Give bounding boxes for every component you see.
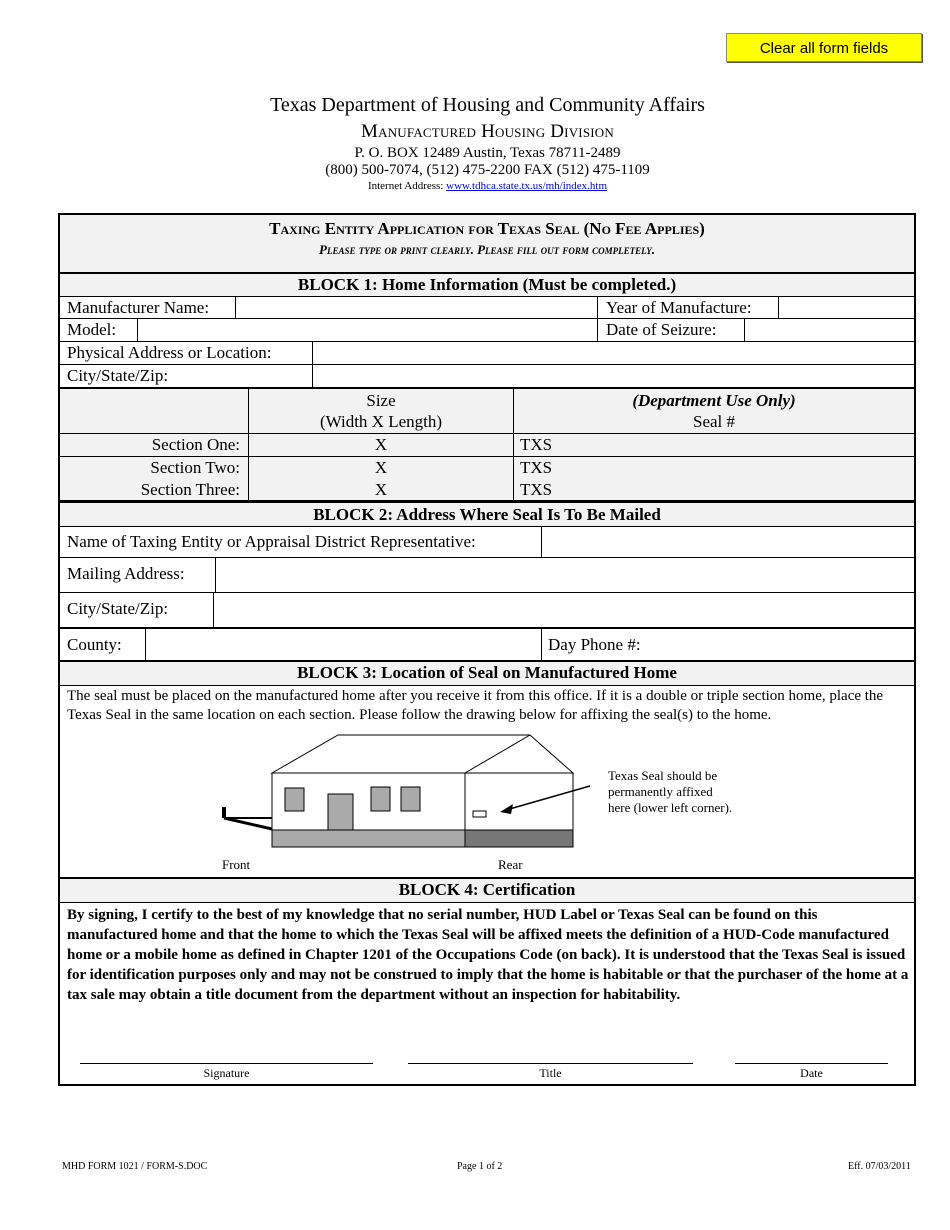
- rear-skirt: [465, 830, 573, 847]
- date-caption: Date: [800, 1066, 823, 1080]
- county-label: County:: [67, 635, 122, 654]
- divider: [597, 319, 598, 341]
- city-row: [60, 365, 914, 389]
- section-label: Section Two:: [150, 457, 240, 477]
- divider: [541, 629, 542, 660]
- county-row: [60, 629, 914, 662]
- form-title-row: [60, 215, 914, 273]
- model-input[interactable]: [138, 319, 596, 341]
- home-body: [272, 773, 573, 830]
- divider: [513, 434, 514, 456]
- mailing-label: Mailing Address:: [67, 564, 185, 583]
- block1-heading: BLOCK 1: Home Information (Must be completed.): [297, 275, 677, 294]
- mail-city-label: City/State/Zip:: [67, 599, 169, 618]
- internet-link[interactable]: www.tdhca.state.tx.us/mh/index.htm: [446, 180, 608, 192]
- window: [285, 788, 304, 811]
- form-id: MHD FORM 1021 / FORM-S.DOC: [62, 1161, 208, 1172]
- page-number: Page 1 of 2: [457, 1161, 503, 1172]
- hitch-tongue: [224, 818, 272, 829]
- address-input[interactable]: [313, 342, 913, 364]
- signature-caption: Signature: [203, 1066, 250, 1080]
- address-label: Physical Address or Location:: [67, 343, 272, 362]
- size-x-input[interactable]: X: [374, 435, 388, 454]
- model-row: [60, 319, 914, 342]
- representative-label: Name of Taxing Entity or Appraisal District Representative:: [67, 532, 476, 551]
- manufacturer-input[interactable]: [236, 297, 596, 318]
- seal-location-section: [60, 686, 914, 879]
- window: [401, 787, 420, 811]
- phone-label: Day Phone #:: [548, 635, 641, 654]
- internet-label: Internet Address:: [367, 180, 444, 192]
- sections-header-row: [60, 389, 914, 434]
- window: [371, 787, 390, 811]
- divider: [513, 457, 514, 479]
- po-box-address: P. O. BOX 12489 Austin, Texas 78711-2489: [354, 145, 621, 161]
- application-form: [58, 213, 916, 1086]
- block2-heading: BLOCK 2: Address Where Seal Is To Be Mailed: [313, 505, 661, 524]
- front-skirt: [272, 830, 465, 847]
- block4-heading: BLOCK 4: Certification: [398, 880, 576, 899]
- manufacturer-label: Manufacturer Name:: [67, 298, 210, 317]
- dept-use-header: (Department Use Only): [632, 391, 796, 410]
- section-label: Section One:: [151, 435, 240, 454]
- seizure-date-input[interactable]: [745, 319, 914, 341]
- mailing-row: [60, 558, 914, 593]
- signature-line[interactable]: [80, 1063, 373, 1064]
- form-title: Taxing Entity Application for Texas Seal (No Fee Applies): [269, 219, 705, 238]
- divider: [597, 297, 598, 318]
- clear-all-fields-button[interactable]: Clear all form fields: [726, 33, 922, 62]
- title-caption: Title: [539, 1066, 562, 1080]
- seal-number-field[interactable]: TXS: [520, 480, 553, 500]
- year-input[interactable]: [779, 297, 914, 318]
- rear-label: Rear: [498, 857, 523, 872]
- door: [328, 794, 353, 830]
- year-label: Year of Manufacture:: [606, 298, 752, 317]
- section-row: [60, 457, 914, 480]
- internet-address: [0, 180, 950, 192]
- section-label: Section Three:: [140, 480, 240, 500]
- block4-heading-row: [60, 879, 914, 903]
- division-name: Manufactured Housing Division: [361, 121, 614, 142]
- city-label: City/State/Zip:: [67, 366, 169, 385]
- section-row: [60, 434, 914, 457]
- size-subheader: (Width X Length): [319, 412, 443, 431]
- phone-numbers: (800) 500-7074, (512) 475-2200 FAX (512) 475-1109: [325, 162, 650, 178]
- seal-callout: Texas Seal should be permanently affixed here (lower left corner).: [608, 768, 733, 815]
- title-line[interactable]: [408, 1063, 693, 1064]
- section-row: [60, 479, 914, 502]
- date-line[interactable]: [735, 1063, 888, 1064]
- roof-shape: [272, 735, 573, 773]
- model-label: Model:: [67, 320, 117, 339]
- seal-number-field[interactable]: TXS: [520, 457, 553, 477]
- seal-marker: [473, 811, 486, 817]
- block2-heading-row: [60, 502, 914, 527]
- phone-input[interactable]: [660, 629, 914, 660]
- home-diagram: [210, 732, 590, 852]
- block3-heading-row: [60, 662, 914, 686]
- mail-city-row: [60, 593, 914, 629]
- size-header: Size: [366, 391, 396, 410]
- representative-row: [60, 527, 914, 558]
- city-input[interactable]: [313, 365, 913, 387]
- block3-heading: BLOCK 3: Location of Seal on Manufactured Home: [297, 663, 677, 682]
- seal-number-field[interactable]: TXS: [520, 435, 553, 454]
- form-subtitle: Please type or print clearly. Please fill out form completely.: [319, 242, 655, 257]
- mail-city-input[interactable]: [214, 593, 914, 627]
- department-name: Texas Department of Housing and Community Affairs: [270, 94, 705, 116]
- certification-statement: By signing, I certify to the best of my knowledge that no serial number, HUD Label or Texas Seal can be found on this manufactured home and that the home to which the Texas Seal will be affixed meets the definition of a HUD-Code manufactured home or a mobile home as defined in Chapter 1201 of the Occupations Code (on back). It is understood that the Texas Seal is issued for identification purposes only and may not be construed to imply that the home is habitable or that the purchaser of the home at a tax sale may obtain a title document from the department without an inspection for habitability.: [67, 907, 909, 1003]
- mailing-input[interactable]: [216, 558, 914, 592]
- effective-date: Eff. 07/03/2011: [848, 1161, 911, 1172]
- seal-number-header: Seal #: [692, 412, 736, 431]
- address-row: [60, 342, 914, 365]
- size-x-input[interactable]: X: [374, 480, 388, 500]
- divider: [513, 479, 514, 500]
- seal-instructions: The seal must be placed on the manufactured home after you receive it from this office. If it is a double or triple section home, place the Texas Seal in the same location on each section. Please follow the drawing below for affixing the seal(s) to the home.: [67, 688, 884, 723]
- manufacturer-row: [60, 297, 914, 319]
- front-label: Front: [222, 857, 251, 872]
- size-x-input[interactable]: X: [374, 457, 388, 477]
- representative-input[interactable]: [542, 527, 914, 557]
- seizure-label: Date of Seizure:: [606, 320, 717, 339]
- county-input[interactable]: [146, 629, 541, 660]
- block1-heading-row: [60, 273, 914, 297]
